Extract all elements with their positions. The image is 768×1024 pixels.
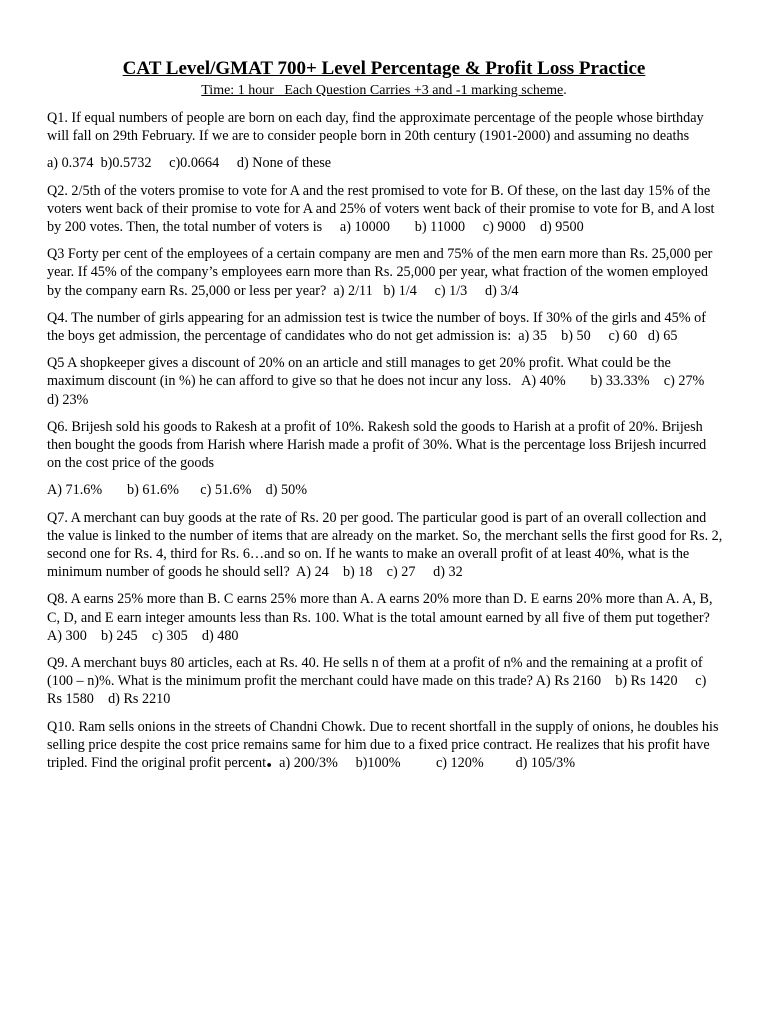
question-1-text: Q1. If equal numbers of people are born on each day, find the approximate percentage of the people whose birthday will fall on 29th February. If we are to consider people born in 20th century (1901-2000) and assuming no deaths bbox=[47, 110, 708, 145]
question-7-text: Q7. A merchant can buy goods at the rate of Rs. 20 per good. The particular good is part of an overall collection and the value is linked to the number of items that are already on the market. So, the merchant sells the first good for Rs. 2, second one for Rs. 4, third for Rs. 6…and so on. If he wants to make an overall profit of at least 40%, what is the minimum number of goods he should sell? A) 24 b) 18 c) 27 d) 32 bbox=[47, 509, 726, 581]
question-list bbox=[47, 109, 726, 781]
question-10-body: Q10. Ram sells onions in the streets of Chandni Chowk. Due to recent shortfall in the supply of onions, he doubles his selling price despite the cost price remains same for him due to a fixed price contract. He realizes that his profit have tripled. Find the original profit percent bbox=[47, 718, 723, 772]
question-3-text: Q3 Forty per cent of the employees of a certain company are men and 75% of the men earn more than Rs. 25,000 per year. If 45% of the company’s employees earn more than Rs. 25,000 per year, what fraction of the women employed by the company earn Rs. 25,000 or less per year? a) 2/11 b) 1/4 c) 1/3 d) 3/4 bbox=[47, 246, 716, 299]
question-10-dot: . bbox=[266, 747, 273, 774]
question-2-text: Q2. 2/5th of the voters promise to vote for A and the rest promised to vote for B. Of these, on the last day 15% of the voters went back of their promise to vote for A and 25% of voters went back of their promise to vote for B, and A lost by 200 votes. Then, the total number of voters is a) 10000 b) 11000 c) 9000 d) 9500 bbox=[47, 182, 719, 236]
question-9-text: Q9. A merchant buys 80 articles, each at Rs. 40. He sells n of them at a profit of n% and the remaining at a profit of (100 – n)%. What is the minimum profit the merchant could have made on this trade? A) Rs 2160 b) Rs 1420 c) Rs 1580 d) Rs 2210 bbox=[47, 655, 710, 708]
question-10-text bbox=[47, 718, 723, 773]
question-6-text: Q6. Brijesh sold his goods to Rakesh at a profit of 10%. Rakesh sold the goods to Harish at a profit of 20%. Brijesh then bought the goods from Harish where Harish made a profit of 30%. What is the percentage loss Brijesh incurred on the cost price of the goods bbox=[47, 418, 710, 472]
question-5-text: Q5 A shopkeeper gives a discount of 20% on an article and still manages to get 20% profit. What could be the maximum discount (in %) he can afford to give so that he does not incur any loss. A) 40% b) 33.33% c) 27% d) 23% bbox=[47, 355, 719, 408]
subtitle-period: . bbox=[563, 83, 567, 98]
question-6-options: A) 71.6% b) 61.6% c) 51.6% d) 50% bbox=[47, 482, 308, 499]
question-10-options: a) 200/3% b)100% c) 120% d) 105/3% bbox=[272, 755, 576, 772]
page-subtitle bbox=[0, 83, 768, 99]
question-4-text: Q4. The number of girls appearing for an admission test is twice the number of boys. If 30% of the girls and 45% of the boys get admission, the percentage of candidates who do not get admission is: a) 35 b) 50 c) 60 d) 65 bbox=[47, 309, 710, 345]
question-1-options: a) 0.374 b)0.5732 c)0.0664 d) None of these bbox=[47, 155, 332, 172]
subtitle-time-and-marking: Time: 1 hour Each Question Carries +3 and -1 marking scheme bbox=[201, 83, 564, 98]
page-title: CAT Level/GMAT 700+ Level Percentage & Profit Loss Practice bbox=[122, 58, 646, 79]
question-8-text: Q8. A earns 25% more than B. C earns 25% more than A. A earns 20% more than D. E earns 20% more than A. A, B, C, D, and E earn integer amounts less than Rs. 100. What is the total amount earned by all five of them put together? A) 300 b) 245 c) 305 d) 480 bbox=[47, 591, 717, 644]
